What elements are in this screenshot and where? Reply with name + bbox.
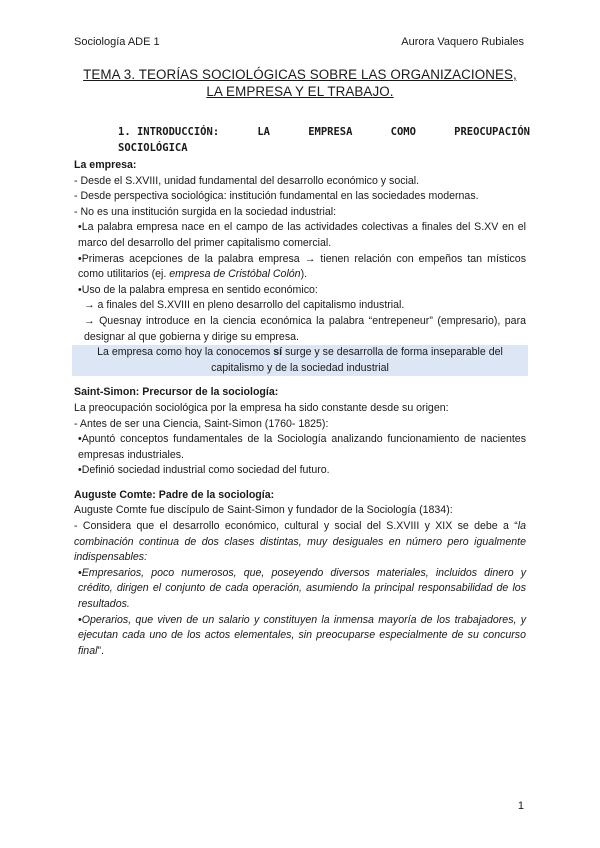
section-word: EMPRESA [308, 126, 353, 138]
arrow-item: → Quesnay introduce en la ciencia económica la palabra “entrepeneur” (empresario), para designar al que gobierna y dirige su empresa. [84, 314, 526, 343]
paragraph: La preocupación sociológica por la empresa ha sido constante desde su origen: [74, 401, 449, 414]
title-line-1: TEMA 3. TEORÍAS SOCIOLÓGICAS SOBRE LAS ORGANIZACIONES, [83, 67, 517, 82]
section-heading-line-2: SOCIOLÓGICA [118, 142, 188, 154]
bullet-item: •Definió sociedad industrial como sociedad del futuro. [78, 464, 330, 477]
paragraph: - Desde perspectiva sociológica: institución fundamental en las sociedades modernas. [74, 190, 479, 203]
section-heading-line-1 [118, 124, 530, 140]
page-title [60, 66, 540, 100]
bullet-item: •Uso de la palabra empresa en sentido económico: [78, 283, 318, 296]
page-number: 1 [517, 800, 524, 812]
header-course: Sociología ADE 1 [74, 36, 160, 48]
section-word: LA [257, 126, 270, 138]
arrow-item: → a finales del S.XVIII en pleno desarrollo del capitalismo industrial. [84, 299, 405, 312]
bullet-item: •Apuntó conceptos fundamentales de la Sociología analizando funcionamiento de nacientes empresas industriales. [78, 433, 526, 461]
section-heading [118, 124, 530, 156]
header-author: Aurora Vaquero Rubiales [401, 36, 524, 48]
empresa-heading: La empresa: [74, 159, 137, 171]
emphasis: sí [273, 346, 283, 359]
paragraph: Auguste Comte fue discípulo de Saint-Simon y fundador de la Sociología (1834): [74, 504, 453, 517]
bullet-item: •Operarios, que viven de un salario y constituyen la inmensa mayoría de los trabajadores, y ejecutan cada uno de los actos elementales, sin preocuparse especialmente de su concurso final”. [78, 613, 526, 657]
document-body [74, 158, 526, 659]
bullet-item: •Primeras acepciones de la palabra empresa → tienen relación con empeños tan místicos como utilitarios (ej. empresa de Cristóbal Colón). [78, 252, 526, 281]
paragraph: - Considera que el desarrollo económico, cultural y social del S.XVIII y XIX se debe a “la combinación continua de dos clases distintas, muy desiguales en número pero igualmente indispensables: [74, 520, 526, 564]
bullet-item: •Empresarios, poco numerosos, que, poseyendo diversos materiales, incluidos dinero y crédito, dirigen el conjunto de cada operación, asumiendo la principal responsabilidad de los resultados. [78, 566, 526, 611]
comte-heading: Auguste Comte: Padre de la sociología: [74, 488, 275, 501]
saint-simon-heading: Saint-Simon: Precursor de la sociología: [74, 386, 279, 399]
italic-example: empresa de Cristóbal Colón [169, 268, 301, 281]
section-word: COMO [390, 126, 416, 138]
highlighted-statement: La empresa como hoy la conocemos sí surge y se desarrolla de forma inseparable del capitalismo y de la sociedad industrial [72, 345, 528, 376]
paragraph: - No es una institución surgida en la sociedad industrial: [74, 205, 337, 218]
italic-quote: la combinación continua de dos clases distintas, muy desiguales en número pero igualmente indispensables: [74, 520, 526, 564]
title-line-2: LA EMPRESA Y EL TRABAJO. [206, 84, 394, 99]
bullet-item: •La palabra empresa nace en el campo de las actividades colectivas a finales del S.XV en el marco del desarrollo del primer capitalismo comercial. [78, 221, 526, 249]
paragraph: - Desde el S.XVIII, unidad fundamental del desarrollo económico y social. [74, 174, 420, 187]
paragraph: - Antes de ser una Ciencia, Saint-Simon (1760- 1825): [74, 417, 329, 430]
section-word: PREOCUPACIÓN [454, 126, 530, 138]
section-word: 1. INTRODUCCIÓN: [118, 126, 220, 138]
